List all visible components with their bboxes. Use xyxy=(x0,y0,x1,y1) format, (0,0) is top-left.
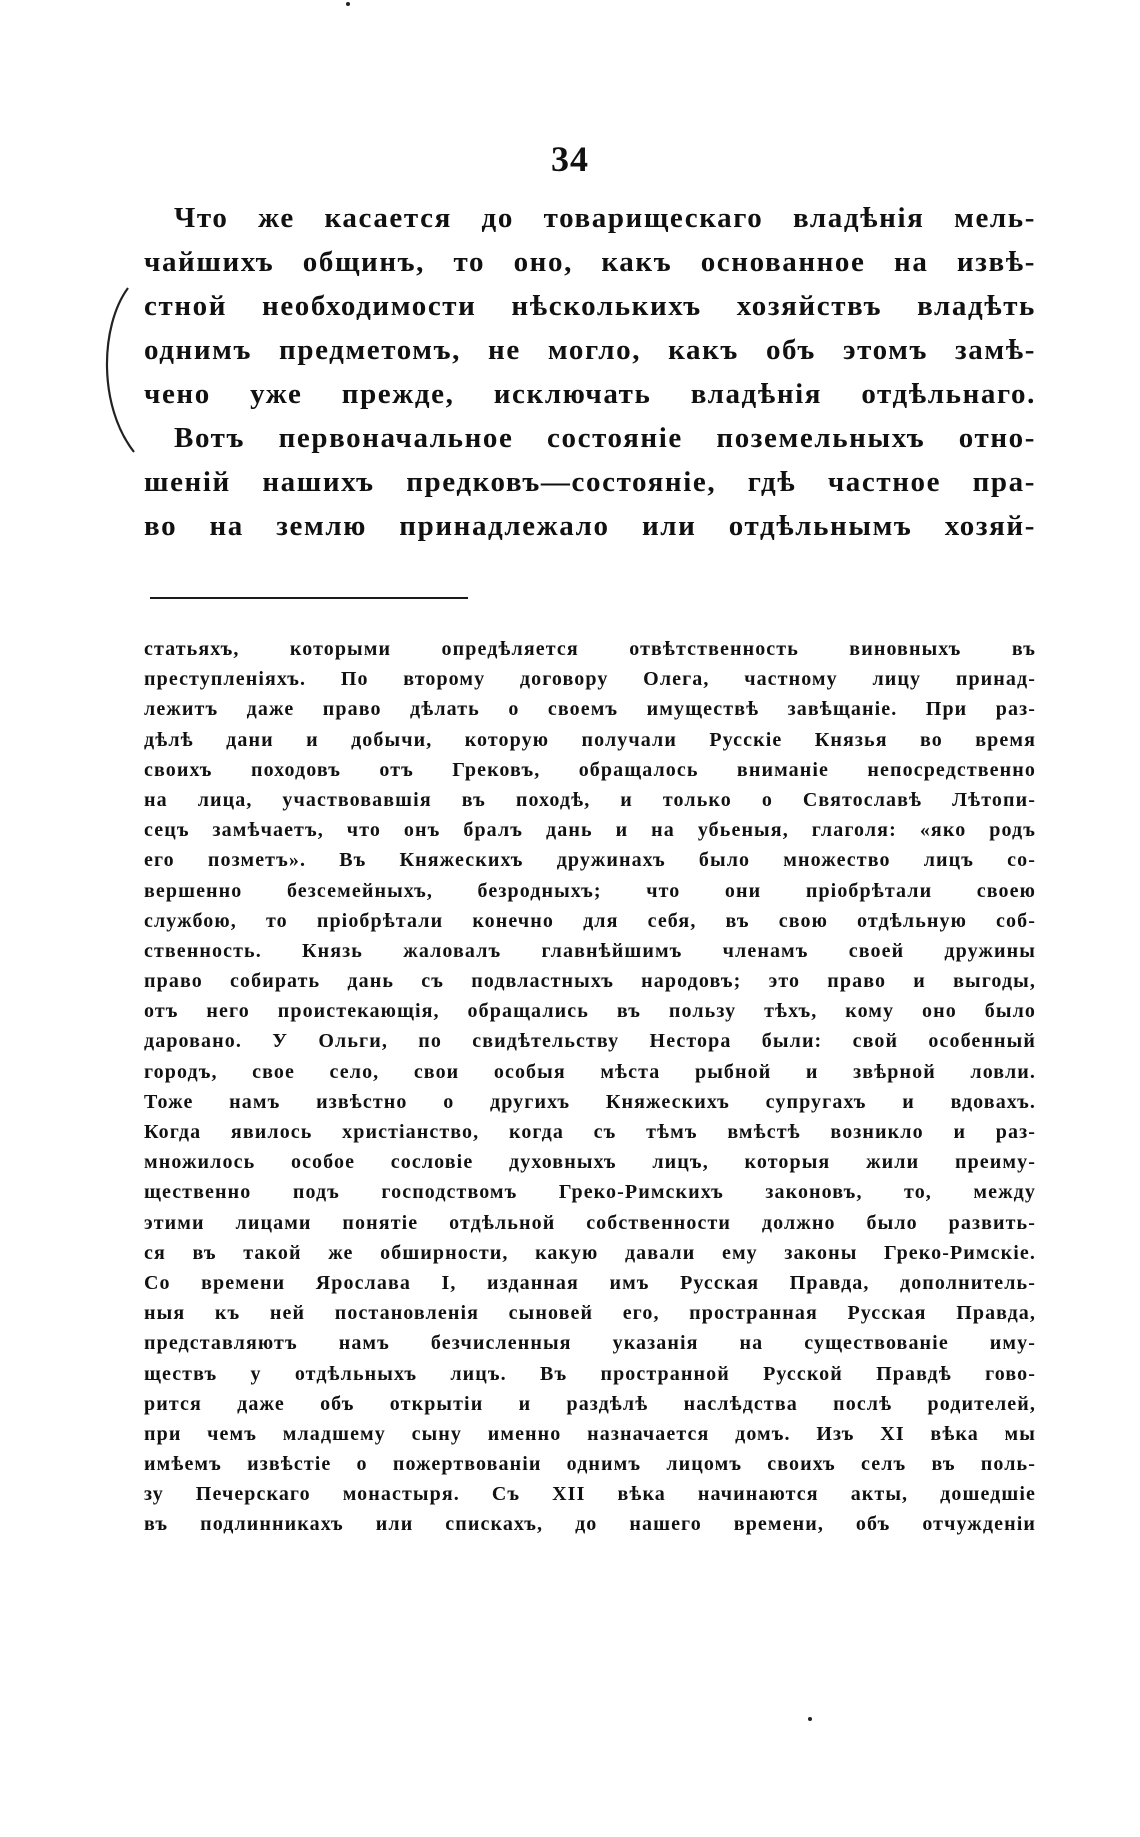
print-speck xyxy=(346,2,350,6)
footnote-line: ществъ у отдѣльныхъ лицъ. Въ пространной Русской Правдѣ гово- xyxy=(144,1362,1036,1385)
footnote-line: рится даже объ открытіи и раздѣлѣ наслѣдства послѣ родителей, xyxy=(144,1392,1036,1415)
footnote-line: ныя къ ней постановленія сыновей его, пространная Русская Правда, xyxy=(144,1302,1036,1325)
footnote-line: множилось особое сословіе духовныхъ лицъ, которыя жили преиму- xyxy=(144,1151,1036,1174)
main-text-line: однимъ предметомъ, не могло, какъ объ этомъ замѣ- xyxy=(144,334,1036,366)
footnote-line: службою, то пріобрѣтали конечно для себя, въ свою отдѣльную соб- xyxy=(144,909,1036,932)
footnote-line: имѣемъ извѣстіе о пожертвованіи однимъ лицомъ своихъ селъ въ поль- xyxy=(144,1453,1036,1476)
footnote-line: Со времени Ярослава I, изданная имъ Русская Правда, дополнитель- xyxy=(144,1271,1036,1294)
print-speck xyxy=(808,1717,812,1721)
footnote-line: своихъ походовъ отъ Грековъ, обращалось вниманіе непосредственно xyxy=(144,758,1036,781)
footnote-line: вершенно безсемейныхъ, безродныхъ; что они пріобрѣтали своею xyxy=(144,879,1036,902)
footnote-line: отъ него проистекающія, обращались въ пользу тѣхъ, кому оно было xyxy=(144,1000,1036,1023)
main-text-line: чено уже прежде, исключать владѣнія отдѣльнаго. xyxy=(144,378,1036,410)
footnote-line: статьяхъ, которыми опредѣляется отвѣтственность виновныхъ въ xyxy=(144,638,1036,660)
main-text-line: шеній нашихъ предковъ—состояніе, гдѣ частное пра- xyxy=(144,466,1036,498)
footnote-line: щественно подъ господствомъ Греко-Римскихъ законовъ, то, между xyxy=(144,1181,1036,1204)
footnote-line: представляютъ намъ безчисленныя указанія на существованіе иму- xyxy=(144,1332,1036,1355)
main-text-line: Что же касается до товарищескаго владѣнія мель- xyxy=(174,202,1036,234)
footnote-line: лежитъ даже право дѣлать о своемъ имуществѣ завѣщаніе. При раз- xyxy=(144,698,1036,721)
footnote-line: его позметъ». Въ Княжескихъ дружинахъ было множество лицъ со- xyxy=(144,849,1036,872)
footnote-line: дѣлѣ дани и добычи, которую получали Русскіе Князья во время xyxy=(144,728,1036,751)
footnote-line: городъ, свое село, свои особыя мѣста рыбной и звѣрной ловли. xyxy=(144,1060,1036,1083)
footnote-line: ся въ такой же обширности, какую давали ему законы Греко-Римскіе. xyxy=(144,1241,1036,1264)
main-text-line: чайшихъ общинъ, то оно, какъ основанное на извѣ- xyxy=(144,246,1036,278)
page-number: 34 xyxy=(551,139,589,179)
footnote-line: Когда явилось христіанство, когда съ тѣмъ вмѣстѣ возникло и раз- xyxy=(144,1121,1036,1143)
footnote-block xyxy=(144,634,1036,1540)
footnote-line: Тоже намъ извѣстно о другихъ Княжескихъ супругахъ и вдовахъ. xyxy=(144,1090,1036,1113)
footnote-line: зу Печерскаго монастыря. Съ XII вѣка начинаются акты, дошедшіе xyxy=(144,1483,1036,1506)
footnote-line: въ подлинникахъ или спискахъ, до нашего времени, объ отчужденіи xyxy=(144,1513,1036,1536)
footnote-line: сецъ замѣчаетъ, что онъ бралъ дань и на убьеныя, глаголя: «яко родъ xyxy=(144,819,1036,842)
main-text-line: во на землю принадлежало или отдѣльнымъ хозяй- xyxy=(144,510,1036,542)
main-text-line: стной необходимости нѣсколькихъ хозяйствъ владѣть xyxy=(144,290,1036,322)
footnote-line: даровано. У Ольги, по свидѣтельству Нестора были: свой особенный xyxy=(144,1030,1036,1053)
footnote-line: ственность. Князь жаловалъ главнѣйшимъ членамъ своей дружины xyxy=(144,939,1036,962)
margin-bracket-mark xyxy=(96,286,146,456)
footnote-line: на лица, участвовавшія въ походѣ, и только о Святославѣ Лѣтопи- xyxy=(144,788,1036,811)
footnote-line: право собирать дань съ подвластныхъ народовъ; это право и выгоды, xyxy=(144,970,1036,993)
footnote-line: при чемъ младшему сыну именно назначается домъ. Изъ XI вѣка мы xyxy=(144,1422,1036,1445)
main-text-block xyxy=(144,196,1036,548)
footnote-separator xyxy=(150,597,468,599)
main-text-line: Вотъ первоначальное состояніе поземельныхъ отно- xyxy=(174,422,1036,454)
footnote-line: преступленіяхъ. По второму договору Олега, частному лицу принад- xyxy=(144,668,1036,691)
footnote-line: этими лицами понятіе отдѣльной собственности должно было развить- xyxy=(144,1211,1036,1234)
